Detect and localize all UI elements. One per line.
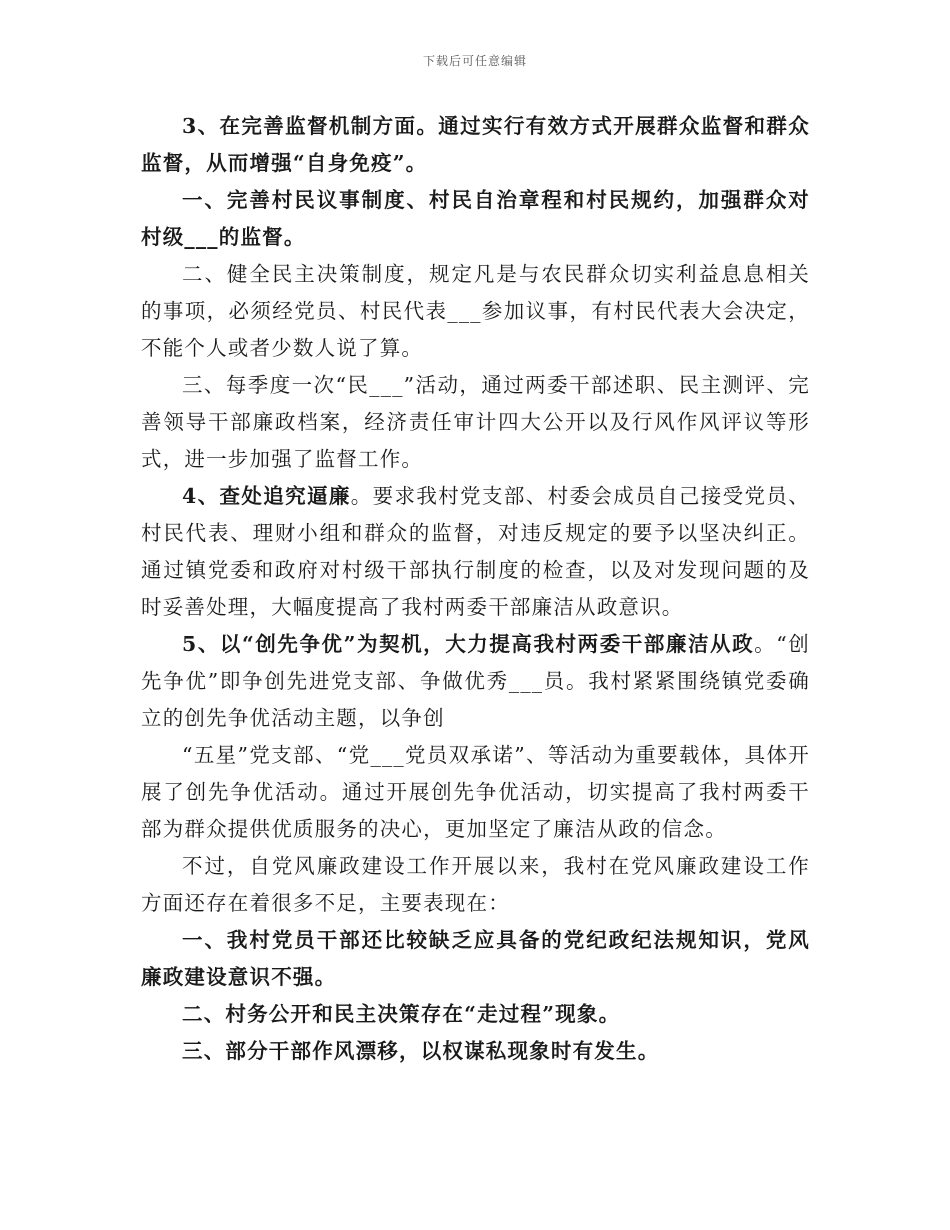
paragraph-problem-3: 三、部分干部作风漂移，以权谋私现象时有发生。 — [182, 1039, 660, 1063]
paragraph-shortcomings: 不过，自党风廉政建设工作开展以来，我村在党风廉政建设工作方面还存在着很多不足，主要表现在： — [141, 854, 810, 915]
paragraph-problem-2: 二、村务公开和民主决策存在“走过程”现象。 — [182, 1002, 621, 1026]
paragraph-problem-1: 一、我村党员干部还比较缺乏应具备的党纪政纪法规知识，党风廉政建设意识不强。 — [141, 928, 810, 989]
paragraph-excellence: 5、以“创先争优”为契机，大力提高我村两委干部廉洁从政。“创先争优”即争创先进党支部、争做优秀___员。我村紧紧围绕镇党委确立的创先争优活动主题，以争创 — [141, 632, 810, 730]
paragraph-supervision: 3、在完善监督机制方面。通过实行有效方式开展群众监督和群众监督，从而增强“自身免疫”。 — [141, 114, 810, 175]
page-header: 下载后可任意编辑 — [422, 54, 527, 68]
paragraph-lead: 4、查处追究逼廉 — [182, 484, 351, 508]
document-body — [141, 108, 810, 1070]
paragraph-item-1: 一、完善村民议事制度、村民自治章程和村民规约，加强群众对村级___的监督。 — [141, 188, 810, 249]
paragraph-item-2: 二、健全民主决策制度，规定凡是与农民群众切实利益息息相关的事项，必须经党员、村民代表___参加议事，有村民代表大会决定，不能个人或者少数人说了算。 — [141, 262, 810, 360]
paragraph-investigation: 4、查处追究逼廉。要求我村党支部、村委会成员自己接受党员、村民代表、理财小组和群众的监督，对违反规定的要予以坚决纠正。通过镇党委和政府对村级干部执行制度的检查，以及对发现问题的及时妥善处理，大幅度提高了我村两委干部廉洁从政意识。 — [141, 484, 810, 619]
paragraph-lead: 5、以“创先争优”为契机，大力提高我村两委干部廉洁从政 — [182, 632, 755, 656]
paragraph-five-star: “五星”党支部、“党___党员双承诺”、等活动为重要载体，具体开展了创先争优活动。通过开展创先争优活动，切实提高了我村两委干部为群众提供优质服务的决心，更加坚定了廉洁从政的信念。 — [141, 743, 810, 841]
paragraph-item-3: 三、每季度一次“民___”活动，通过两委干部述职、民主测评、完善领导干部廉政档案，经济责任审计四大公开以及行风作风评议等形式，进一步加强了监督工作。 — [141, 373, 810, 471]
